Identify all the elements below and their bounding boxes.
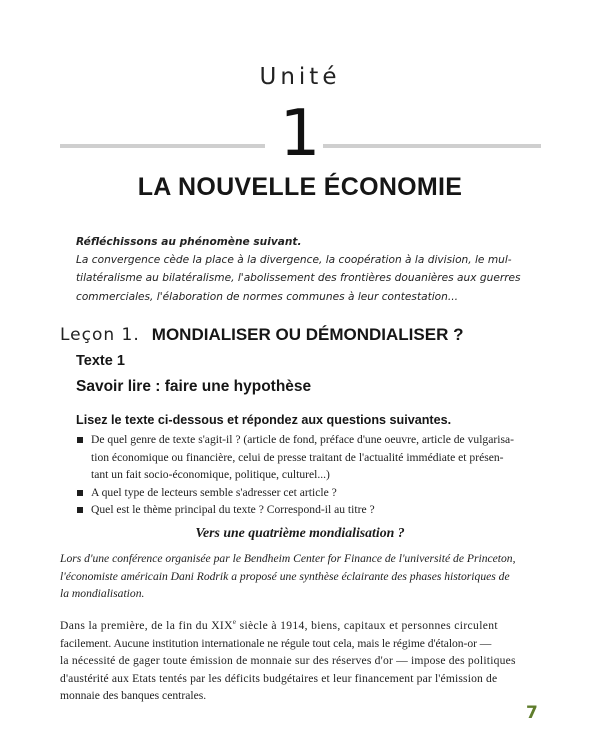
lead-line: l'économiste américain Dani Rodrik a proposé une synthèse éclairante des phases historiques de (60, 569, 510, 583)
body-line: monnaie des banques centrales. (60, 689, 207, 702)
question-line: tion économique ou financière, celui de presse traitant de l'actualité immédiate et présen- (91, 450, 504, 464)
square-bullet-icon (77, 507, 83, 513)
reflection-line: La convergence cède la place à la divergence, la coopération à la division, le mul- (76, 254, 512, 267)
body-text-fragment: siècle à 1914, biens, capitaux et personnes circulent (236, 619, 498, 632)
lesson-heading (60, 325, 463, 345)
page-number: 7 (526, 703, 538, 723)
square-bullet-icon (77, 490, 83, 496)
article-lead (60, 550, 565, 603)
body-line: d'austérité aux Etats tentés par les déficits budgétaires et leur financement par l'émission de (60, 671, 498, 685)
instructions: Lisez le texte ci-dessous et répondez aux questions suivantes. (76, 413, 452, 427)
reflection-line: tilatéralisme au bilatéralisme, l'abolissement des frontières douanières aux guerres (76, 272, 521, 285)
chapter-title: LA NOUVELLE ÉCONOMIE (137, 173, 463, 201)
unit-rule-right (323, 144, 541, 148)
body-line (60, 617, 565, 635)
unit-label: Unité (259, 64, 341, 90)
reflection-heading: Réfléchissons au phénomène suivant. (76, 236, 302, 248)
square-bullet-icon (77, 437, 83, 443)
question-line: Quel est le thème principal du texte ? Correspond-il au titre ? (91, 503, 375, 516)
reflection-block (76, 233, 561, 306)
article-body (60, 617, 565, 705)
skill-heading: Savoir lire : faire une hypothèse (76, 378, 312, 395)
lesson-title: MONDIALISER OU DÉMONDIALISER ? (151, 325, 464, 344)
lead-line: la mondialisation. (60, 587, 145, 600)
question-item (76, 501, 566, 519)
question-item (76, 484, 566, 502)
lesson-number: Leçon 1. (60, 325, 140, 345)
question-line: tant un fait socio-économique, politique, culturel...) (91, 468, 330, 481)
question-line: A quel type de lecteurs semble s'adresser cet article ? (91, 485, 337, 499)
body-line: la nécessité de gager toute émission de monnaie sur des réserves d'or — impose des politiques (60, 654, 516, 667)
article-title: Vers une quatrième mondialisation ? (195, 525, 405, 540)
question-item (76, 431, 566, 484)
question-list (76, 431, 566, 519)
lead-line: Lors d'une conférence organisée par le Bendheim Center for Finance de l'université de Princeton, (60, 552, 516, 565)
question-line: De quel genre de texte s'agit-il ? (article de fond, préface d'une oeuvre, article de vulgarisa- (91, 433, 514, 446)
body-line: facilement. Aucune institution internationale ne régule tout cela, mais le régime d'étalon-or — (60, 636, 492, 650)
body-text-fragment: Dans la première, de la fin du XIX (60, 619, 233, 632)
unit-number: 1 (279, 97, 321, 171)
reflection-line: commerciales, l'élaboration de normes communes à leur contestation... (76, 290, 458, 303)
century-superscript: e (232, 618, 237, 626)
text-label: Texte 1 (76, 353, 125, 369)
